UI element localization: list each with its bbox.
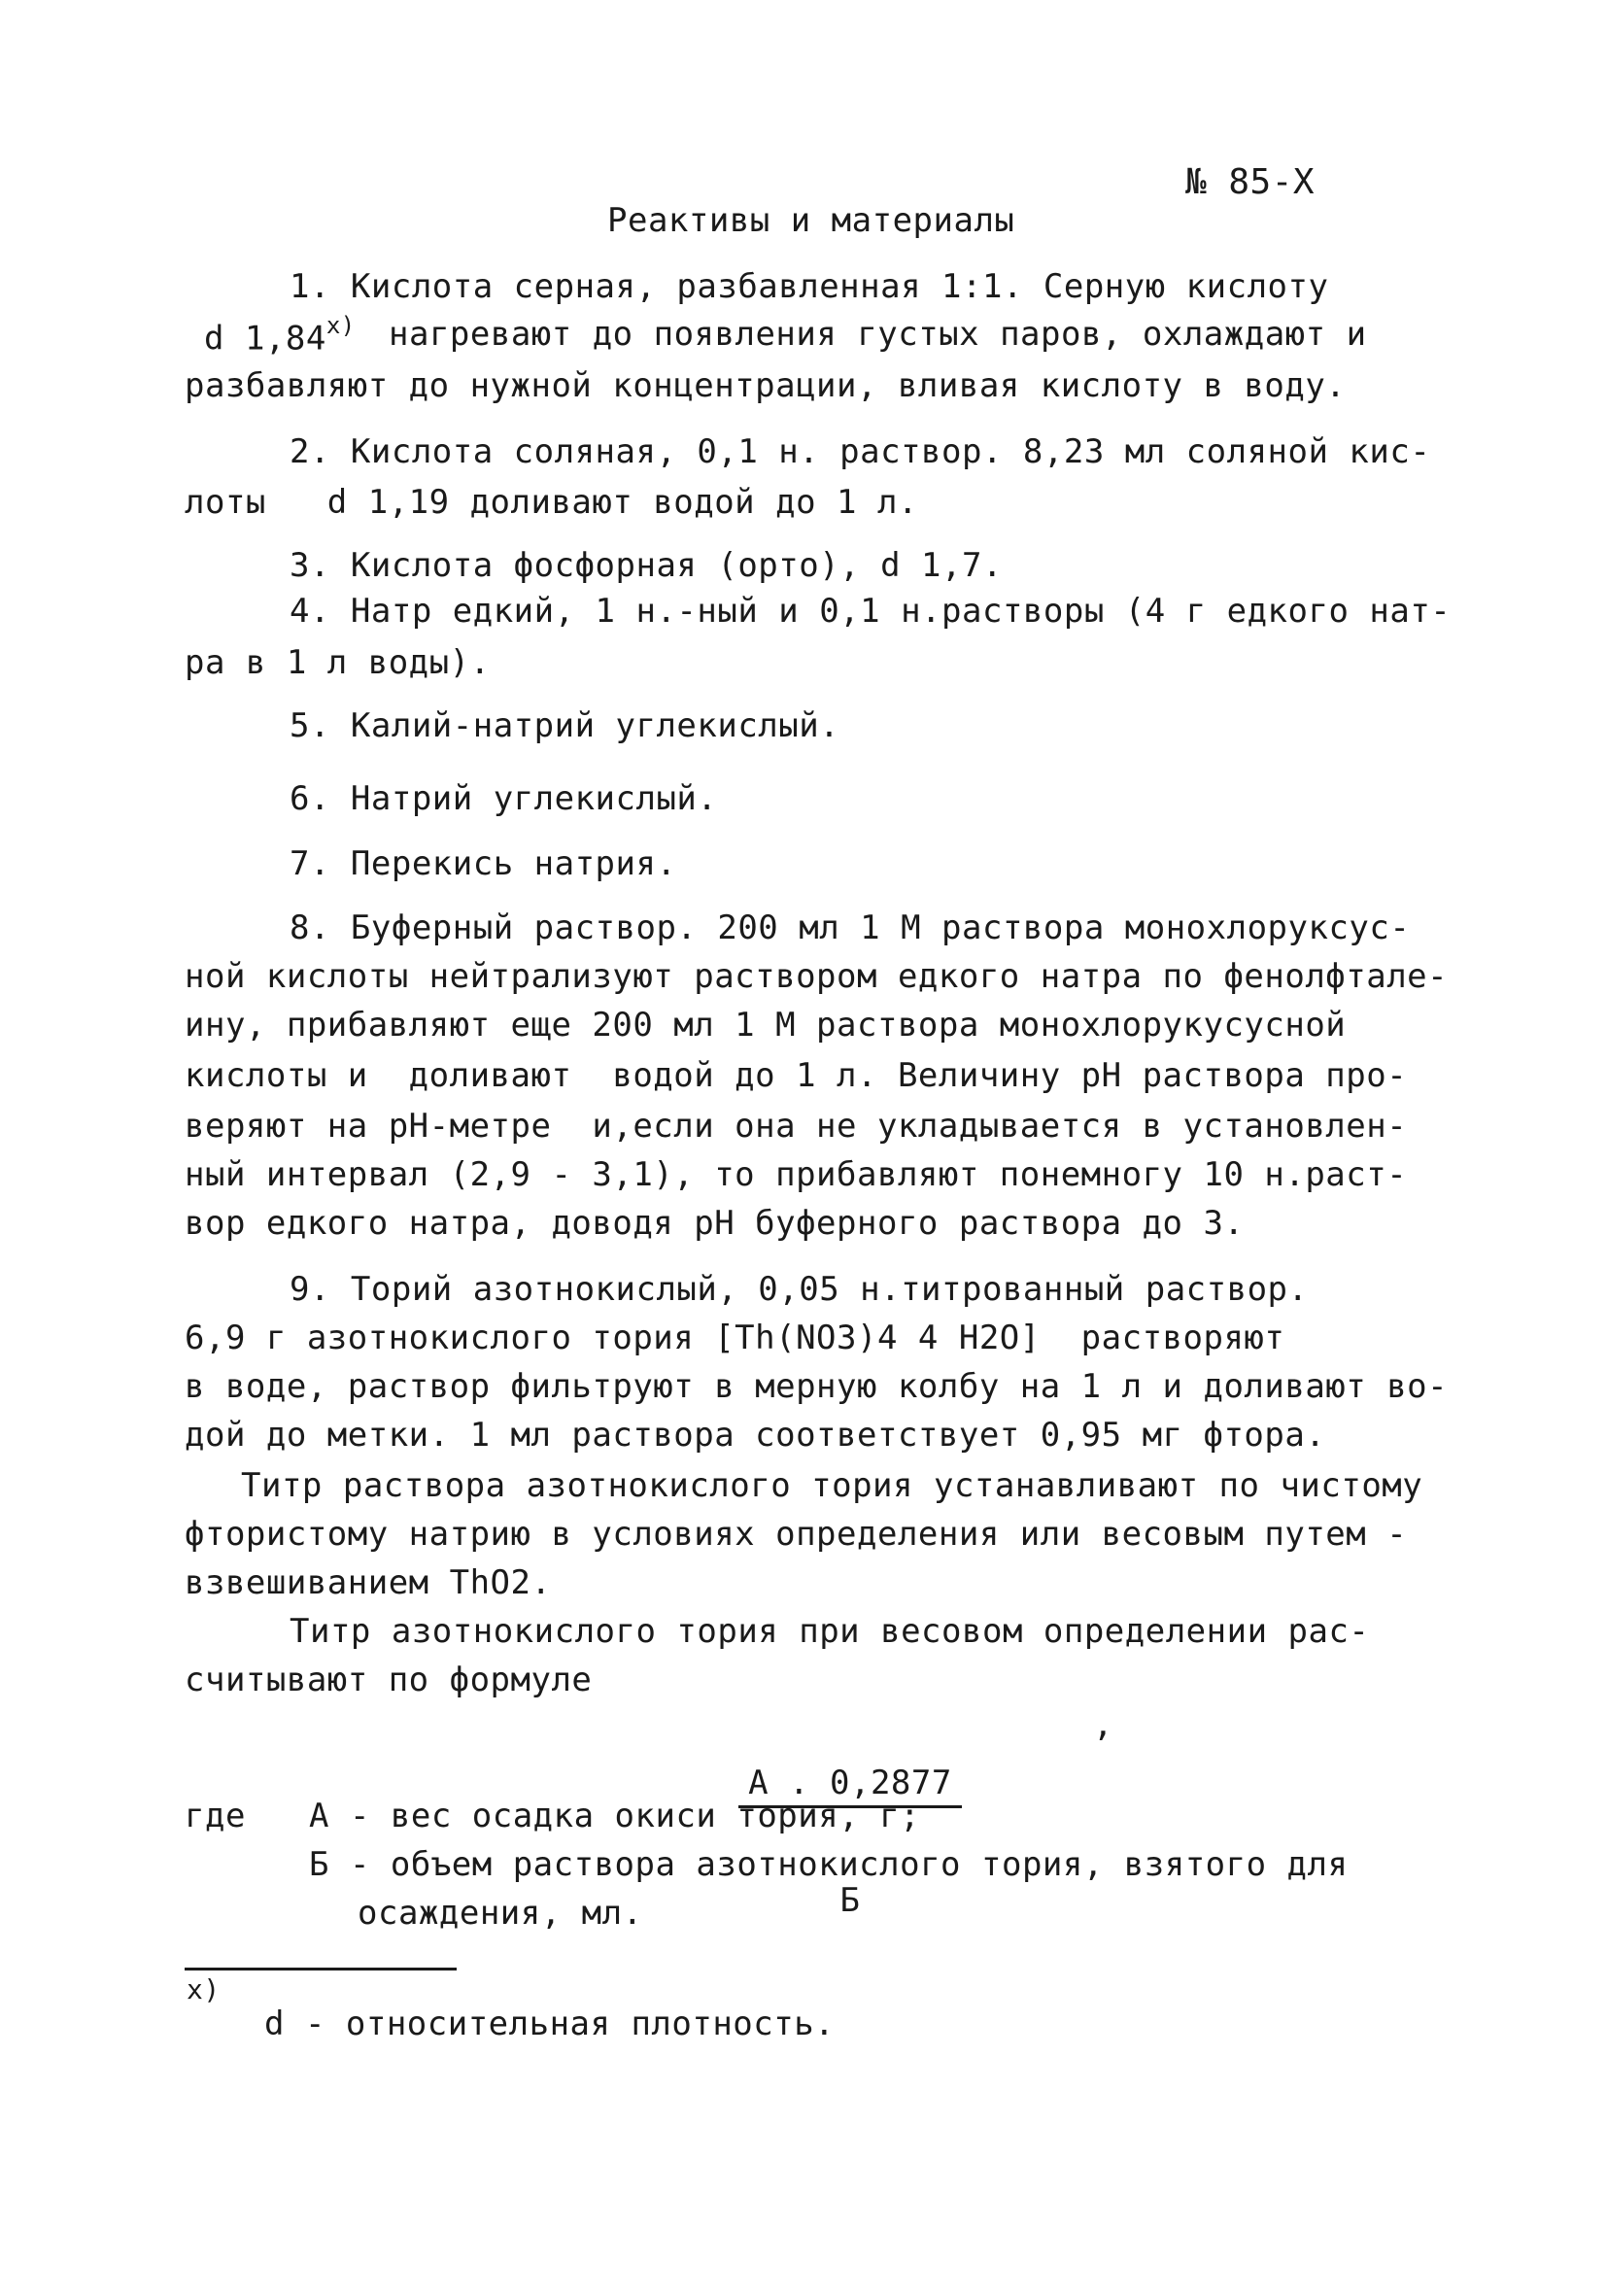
text-line: веряют на рН-метре и,если она не укладывается в установлен-	[185, 1107, 1408, 1146]
text-line: 9. Торий азотнокислый, 0,05 н.титрованный раствор.	[290, 1270, 1309, 1309]
text-line: разбавляют до нужной концентрации, вливая кислоту в воду.	[185, 366, 1347, 405]
legend-line-b: Б - объем раствора азотнокислого тория, взятого для	[309, 1845, 1349, 1884]
text-line: 3. Кислота фосфорная (орто), d 1,7.	[290, 546, 1003, 585]
text-line: 6,9 г азотнокислого тория [Th(NO3)4 4 H2O] растворяют	[185, 1319, 1285, 1357]
text-line: считывают по формуле	[185, 1661, 593, 1699]
text-line: в воде, раствор фильтруют в мерную колбу на 1 л и доливают во-	[185, 1367, 1449, 1406]
text-line: кислоты и доливают водой до 1 л. Величину рН раствора про-	[185, 1056, 1408, 1095]
text-line: 2. Кислота соляная, 0,1 н. раствор. 8,23 мл соляной кис-	[290, 432, 1431, 471]
text-line: ину, прибавляют еще 200 мл 1 М раствора монохлорукусусной	[185, 1006, 1347, 1045]
document-number: № 85-X	[1185, 162, 1316, 202]
text-line: 8. Буферный раствор. 200 мл 1 М раствора монохлоруксус-	[290, 908, 1411, 947]
text-line: взвешиванием ThO2.	[185, 1563, 552, 1602]
formula-comma: ,	[1093, 1705, 1113, 1744]
formula	[738, 1700, 962, 1983]
legend-line-a: А - вес осадка окиси тория, г;	[309, 1797, 921, 1835]
text-line: фтористому натрию в условиях определения или весовым путем -	[185, 1515, 1408, 1554]
text-line: 5. Калий-натрий углекислый.	[290, 706, 840, 745]
text-line: нагревают до появления густых паров, охлаждают и	[389, 315, 1367, 354]
footnote-divider	[185, 1968, 457, 1970]
legend-line-b-cont: осаждения, мл.	[358, 1894, 643, 1933]
text-line: 6. Натрий углекислый.	[290, 779, 718, 818]
footnote-text: d - относительная плотность.	[264, 2005, 836, 2043]
text-line: Титр азотнокислого тория при весовом определении рас-	[290, 1612, 1370, 1651]
footnote-mark: x)	[187, 1973, 221, 2005]
text-line: ной кислоты нейтрализуют раствором едкого натра по фенолфтале-	[185, 957, 1449, 996]
formula-numerator: A . 0,2877	[738, 1766, 962, 1808]
text-line: Титр раствора азотнокислого тория устанавливают по чистому	[241, 1466, 1423, 1505]
text-line: вор едкого натра, доводя рН буферного раствора до 3.	[185, 1204, 1245, 1243]
text-line: ный интервал (2,9 - 3,1), то прибавляют понемногу 10 н.раст-	[185, 1155, 1408, 1194]
footnote-mark: x)	[325, 312, 356, 339]
text-line: 4. Натр едкий, 1 н.-ный и 0,1 н.растворы (4 г едкого нат-	[290, 592, 1452, 631]
text-line: лоты d 1,19 доливают водой до 1 л.	[185, 483, 918, 522]
text-line: 1. Кислота серная, разбавленная 1:1. Серную кислоту	[290, 267, 1329, 306]
text-line: дой до метки. 1 мл раствора соответствует 0,95 мг фтора.	[185, 1416, 1326, 1455]
section-title: Реактивы и материалы	[607, 201, 1015, 240]
text-line: 7. Перекись натрия.	[290, 844, 677, 883]
formula-denominator: Б	[839, 1881, 861, 1920]
text-line: d 1,84$^{x)}$	[204, 312, 356, 359]
legend-where: где	[185, 1797, 246, 1835]
text-line: ра в 1 л воды).	[185, 643, 491, 682]
